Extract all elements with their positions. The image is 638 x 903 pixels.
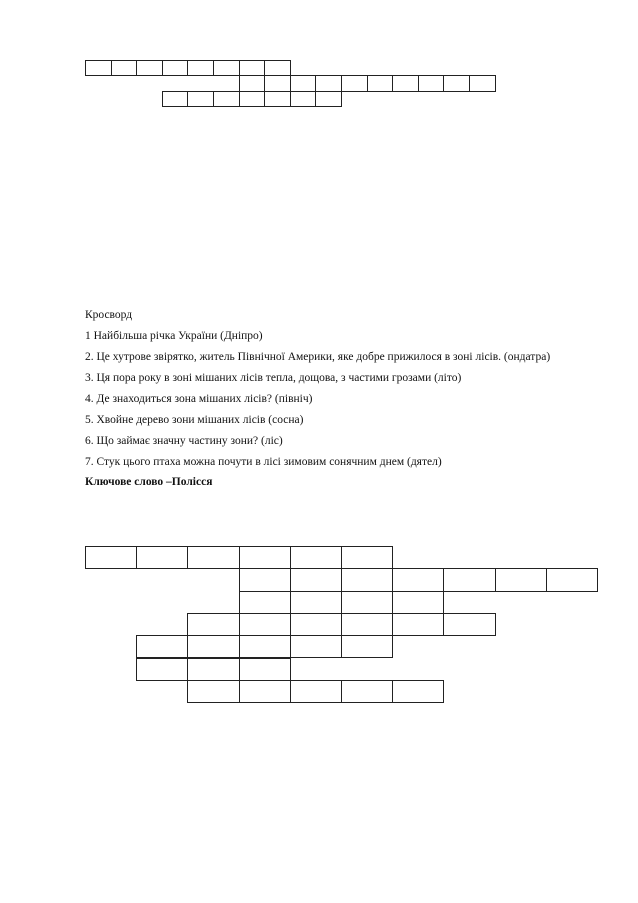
crossword-cell[interactable] (392, 568, 444, 591)
crossword-cell[interactable] (290, 75, 317, 91)
crossword-cell[interactable] (469, 75, 496, 91)
clue-5: 5. Хвойне дерево зони мішаних лісів (сосна) (85, 414, 304, 426)
crossword-cell[interactable] (392, 591, 444, 614)
crossword-cell[interactable] (239, 60, 266, 76)
crossword-cell[interactable] (239, 91, 266, 107)
crossword-cell[interactable] (264, 91, 291, 107)
clue-2: 2. Це хутрове звірятко, житель Північної Америки, яке добре прижилося в зоні лісів. (ондатра) (85, 351, 551, 363)
crossword-cell[interactable] (392, 680, 444, 703)
crossword-cell[interactable] (187, 91, 214, 107)
crossword-cell[interactable] (443, 568, 495, 591)
crossword-cell[interactable] (187, 635, 239, 658)
crossword-cell[interactable] (392, 75, 419, 91)
crossword-cell[interactable] (418, 75, 445, 91)
crossword-cell[interactable] (162, 91, 189, 107)
crossword-cell[interactable] (290, 568, 342, 591)
crossword-cell[interactable] (239, 568, 291, 591)
clue-7: 7. Стук цього птаха можна почути в лісі зимовим сонячним днем (дятел) (85, 456, 442, 468)
crossword-cell[interactable] (315, 75, 342, 91)
crossword-cell[interactable] (315, 91, 342, 107)
crossword-cell[interactable] (136, 546, 188, 569)
crossword-cell[interactable] (264, 60, 291, 76)
crossword-cell[interactable] (85, 60, 112, 76)
crossword-cell[interactable] (443, 613, 495, 636)
crossword-cell[interactable] (290, 613, 342, 636)
crossword-cell[interactable] (85, 546, 137, 569)
crossword-text (85, 308, 565, 496)
crossword-cell[interactable] (290, 91, 317, 107)
clue-6: 6. Що займає значну частину зони? (ліс) (85, 435, 283, 447)
crossword-cell[interactable] (187, 546, 239, 569)
crossword-cell[interactable] (239, 658, 291, 681)
crossword-cell[interactable] (264, 75, 291, 91)
crossword-cell[interactable] (136, 658, 188, 681)
crossword-cell[interactable] (239, 591, 291, 614)
crossword-cell[interactable] (341, 591, 393, 614)
crossword-heading: Кросворд (85, 309, 133, 321)
crossword-cell[interactable] (162, 60, 189, 76)
crossword-cell[interactable] (290, 680, 342, 703)
crossword-cell[interactable] (187, 658, 239, 681)
crossword-cell[interactable] (341, 635, 393, 658)
clue-1: 1 Найбільша річка України (Дніпро) (85, 330, 263, 342)
crossword-cell[interactable] (239, 546, 291, 569)
crossword-cell[interactable] (341, 613, 393, 636)
clue-4: 4. Де знаходиться зона мішаних лісів? (північ) (85, 393, 313, 405)
crossword-cell[interactable] (187, 680, 239, 703)
crossword-cell[interactable] (290, 635, 342, 658)
crossword-cell[interactable] (239, 613, 291, 636)
crossword-cell[interactable] (213, 60, 240, 76)
crossword-cell[interactable] (495, 568, 547, 591)
crossword-cell[interactable] (341, 546, 393, 569)
crossword-cell[interactable] (341, 680, 393, 703)
crossword-cell[interactable] (187, 613, 239, 636)
crossword-cell[interactable] (546, 568, 598, 591)
keyword-line: Ключове слово –Полісся (85, 476, 213, 488)
crossword-cell[interactable] (239, 75, 266, 91)
crossword-cell[interactable] (443, 75, 470, 91)
crossword-cell[interactable] (341, 75, 368, 91)
crossword-cell[interactable] (367, 75, 394, 91)
crossword-cell[interactable] (290, 591, 342, 614)
crossword-cell[interactable] (392, 613, 444, 636)
crossword-cell[interactable] (111, 60, 138, 76)
crossword-cell[interactable] (213, 91, 240, 107)
crossword-cell[interactable] (341, 568, 393, 591)
crossword-cell[interactable] (290, 546, 342, 569)
crossword-cell[interactable] (239, 680, 291, 703)
crossword-cell[interactable] (136, 635, 188, 658)
clue-3: 3. Ця пора року в зоні мішаних лісів тепла, дощова, з частими грозами (літо) (85, 372, 462, 384)
crossword-cell[interactable] (239, 635, 291, 658)
crossword-cell[interactable] (136, 60, 163, 76)
crossword-cell[interactable] (187, 60, 214, 76)
